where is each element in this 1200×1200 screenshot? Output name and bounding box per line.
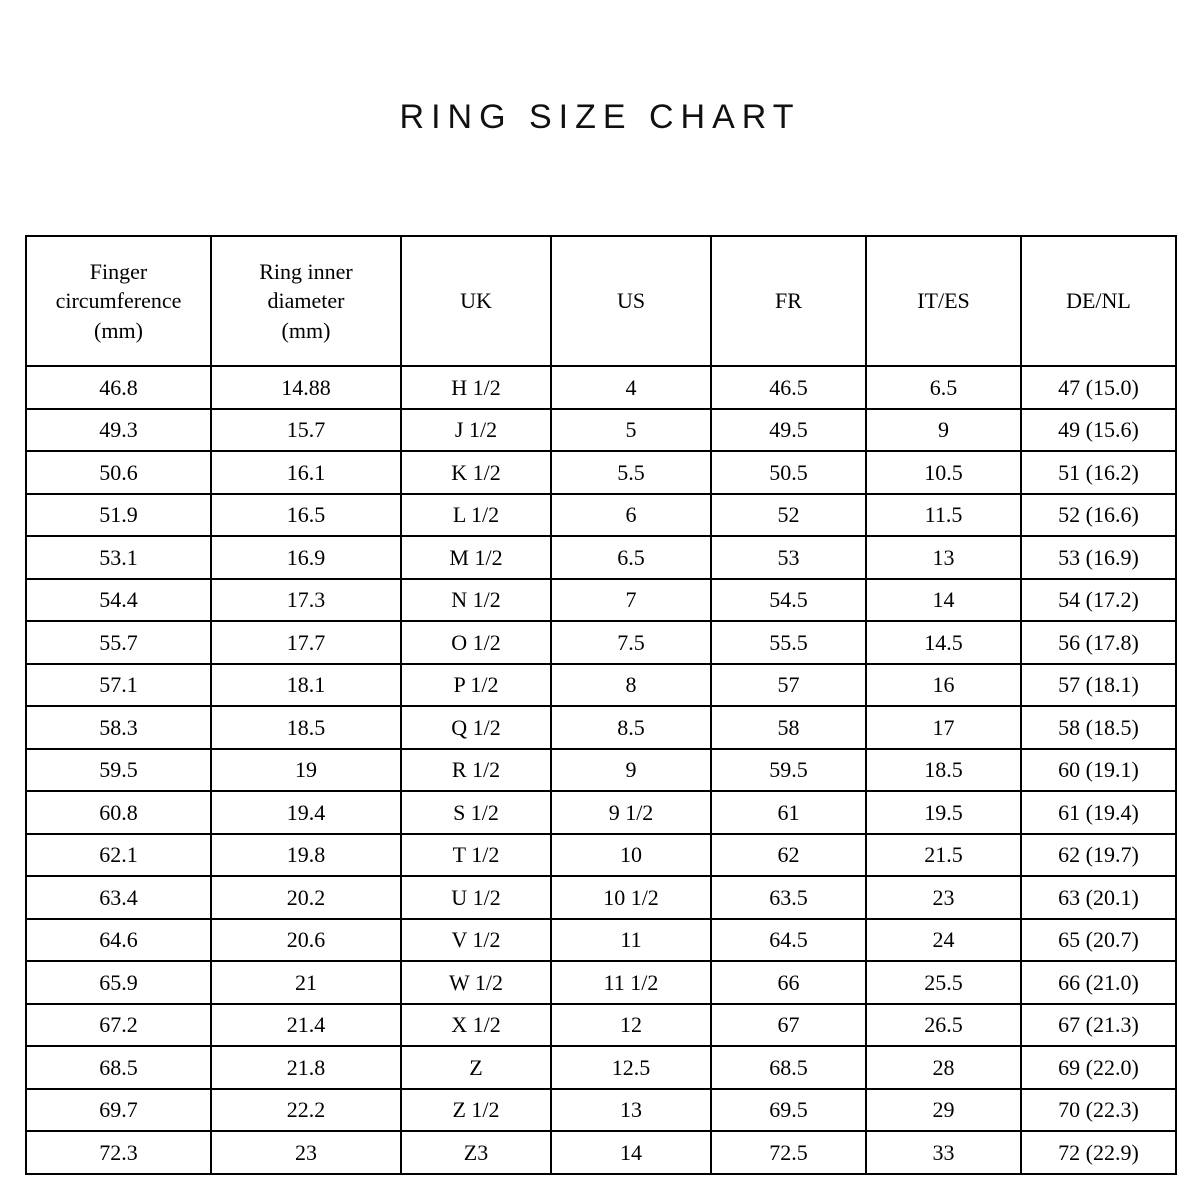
table-body — [26, 366, 1176, 1174]
cell-ring_inner_diameter: 21.4 — [211, 1004, 401, 1047]
cell-finger_circumference: 51.9 — [26, 494, 211, 537]
cell-finger_circumference: 63.4 — [26, 876, 211, 919]
cell-it_es: 17 — [866, 706, 1021, 749]
cell-it_es: 11.5 — [866, 494, 1021, 537]
cell-fr: 59.5 — [711, 749, 866, 792]
cell-it_es: 23 — [866, 876, 1021, 919]
cell-de_nl: 70 (22.3) — [1021, 1089, 1176, 1132]
cell-fr: 68.5 — [711, 1046, 866, 1089]
cell-ring_inner_diameter: 20.6 — [211, 919, 401, 962]
cell-uk: Z 1/2 — [401, 1089, 551, 1132]
cell-uk: V 1/2 — [401, 919, 551, 962]
column-header-line: Ring inner — [259, 259, 353, 285]
cell-us: 5.5 — [551, 451, 711, 494]
cell-finger_circumference: 54.4 — [26, 579, 211, 622]
cell-finger_circumference: 60.8 — [26, 791, 211, 834]
cell-de_nl: 56 (17.8) — [1021, 621, 1176, 664]
cell-uk: N 1/2 — [401, 579, 551, 622]
cell-de_nl: 60 (19.1) — [1021, 749, 1176, 792]
cell-fr: 53 — [711, 536, 866, 579]
cell-us: 11 — [551, 919, 711, 962]
cell-it_es: 24 — [866, 919, 1021, 962]
cell-it_es: 14.5 — [866, 621, 1021, 664]
cell-de_nl: 51 (16.2) — [1021, 451, 1176, 494]
cell-ring_inner_diameter: 16.5 — [211, 494, 401, 537]
column-header-de_nl — [1021, 236, 1176, 366]
cell-it_es: 33 — [866, 1131, 1021, 1174]
cell-us: 9 — [551, 749, 711, 792]
table-header-row — [26, 236, 1176, 366]
column-header-fr — [711, 236, 866, 366]
cell-ring_inner_diameter: 19.8 — [211, 834, 401, 877]
cell-finger_circumference: 53.1 — [26, 536, 211, 579]
column-header-finger_circumference — [26, 236, 211, 366]
cell-ring_inner_diameter: 14.88 — [211, 366, 401, 409]
cell-uk: U 1/2 — [401, 876, 551, 919]
cell-it_es: 26.5 — [866, 1004, 1021, 1047]
table-row — [26, 451, 1176, 494]
cell-finger_circumference: 57.1 — [26, 664, 211, 707]
cell-it_es: 18.5 — [866, 749, 1021, 792]
cell-it_es: 9 — [866, 409, 1021, 452]
table-row — [26, 366, 1176, 409]
cell-finger_circumference: 64.6 — [26, 919, 211, 962]
cell-ring_inner_diameter: 18.5 — [211, 706, 401, 749]
cell-fr: 64.5 — [711, 919, 866, 962]
cell-ring_inner_diameter: 23 — [211, 1131, 401, 1174]
table-row — [26, 834, 1176, 877]
column-header-us — [551, 236, 711, 366]
cell-fr: 58 — [711, 706, 866, 749]
column-header-it_es — [866, 236, 1021, 366]
cell-ring_inner_diameter: 21.8 — [211, 1046, 401, 1089]
table-row — [26, 409, 1176, 452]
cell-uk: L 1/2 — [401, 494, 551, 537]
cell-finger_circumference: 67.2 — [26, 1004, 211, 1047]
cell-finger_circumference: 59.5 — [26, 749, 211, 792]
table-row — [26, 1089, 1176, 1132]
cell-de_nl: 67 (21.3) — [1021, 1004, 1176, 1047]
cell-us: 12 — [551, 1004, 711, 1047]
table-row — [26, 961, 1176, 1004]
size-table-container — [25, 235, 1175, 1175]
cell-finger_circumference: 62.1 — [26, 834, 211, 877]
cell-finger_circumference: 68.5 — [26, 1046, 211, 1089]
cell-us: 6.5 — [551, 536, 711, 579]
cell-finger_circumference: 65.9 — [26, 961, 211, 1004]
cell-finger_circumference: 55.7 — [26, 621, 211, 664]
column-header-line: US — [616, 288, 646, 314]
table-row — [26, 1131, 1176, 1174]
column-header-line: Finger — [89, 259, 148, 285]
table-row — [26, 579, 1176, 622]
cell-us: 7 — [551, 579, 711, 622]
cell-uk: X 1/2 — [401, 1004, 551, 1047]
cell-finger_circumference: 58.3 — [26, 706, 211, 749]
cell-uk: W 1/2 — [401, 961, 551, 1004]
table-row — [26, 706, 1176, 749]
cell-fr: 46.5 — [711, 366, 866, 409]
cell-fr: 55.5 — [711, 621, 866, 664]
cell-ring_inner_diameter: 18.1 — [211, 664, 401, 707]
table-row — [26, 536, 1176, 579]
ring-size-table — [25, 235, 1177, 1175]
cell-uk: R 1/2 — [401, 749, 551, 792]
table-row — [26, 1046, 1176, 1089]
cell-de_nl: 63 (20.1) — [1021, 876, 1176, 919]
cell-uk: Z — [401, 1046, 551, 1089]
cell-uk: O 1/2 — [401, 621, 551, 664]
cell-de_nl: 58 (18.5) — [1021, 706, 1176, 749]
cell-us: 10 — [551, 834, 711, 877]
column-header-line: (mm) — [281, 317, 331, 343]
cell-de_nl: 65 (20.7) — [1021, 919, 1176, 962]
cell-us: 4 — [551, 366, 711, 409]
cell-us: 13 — [551, 1089, 711, 1132]
cell-de_nl: 66 (21.0) — [1021, 961, 1176, 1004]
table-row — [26, 749, 1176, 792]
column-header-line: (mm) — [94, 317, 143, 343]
table-header — [26, 236, 1176, 366]
cell-de_nl: 52 (16.6) — [1021, 494, 1176, 537]
cell-us: 6 — [551, 494, 711, 537]
cell-de_nl: 62 (19.7) — [1021, 834, 1176, 877]
cell-us: 14 — [551, 1131, 711, 1174]
cell-finger_circumference: 72.3 — [26, 1131, 211, 1174]
cell-ring_inner_diameter: 17.3 — [211, 579, 401, 622]
cell-finger_circumference: 69.7 — [26, 1089, 211, 1132]
cell-ring_inner_diameter: 17.7 — [211, 621, 401, 664]
cell-uk: K 1/2 — [401, 451, 551, 494]
cell-it_es: 19.5 — [866, 791, 1021, 834]
cell-de_nl: 47 (15.0) — [1021, 366, 1176, 409]
cell-de_nl: 69 (22.0) — [1021, 1046, 1176, 1089]
column-header-uk — [401, 236, 551, 366]
cell-fr: 54.5 — [711, 579, 866, 622]
cell-fr: 69.5 — [711, 1089, 866, 1132]
cell-it_es: 28 — [866, 1046, 1021, 1089]
cell-it_es: 13 — [866, 536, 1021, 579]
cell-ring_inner_diameter: 21 — [211, 961, 401, 1004]
cell-fr: 57 — [711, 664, 866, 707]
column-header-line: circumference — [55, 288, 182, 314]
cell-uk: J 1/2 — [401, 409, 551, 452]
cell-it_es: 21.5 — [866, 834, 1021, 877]
cell-us: 11 1/2 — [551, 961, 711, 1004]
cell-de_nl: 57 (18.1) — [1021, 664, 1176, 707]
cell-finger_circumference: 50.6 — [26, 451, 211, 494]
cell-uk: Q 1/2 — [401, 706, 551, 749]
table-row — [26, 791, 1176, 834]
column-header-line: UK — [460, 288, 492, 314]
cell-it_es: 16 — [866, 664, 1021, 707]
cell-us: 9 1/2 — [551, 791, 711, 834]
cell-fr: 62 — [711, 834, 866, 877]
table-row — [26, 621, 1176, 664]
table-row — [26, 494, 1176, 537]
cell-us: 7.5 — [551, 621, 711, 664]
cell-finger_circumference: 46.8 — [26, 366, 211, 409]
cell-fr: 49.5 — [711, 409, 866, 452]
cell-ring_inner_diameter: 19 — [211, 749, 401, 792]
cell-ring_inner_diameter: 19.4 — [211, 791, 401, 834]
cell-uk: S 1/2 — [401, 791, 551, 834]
cell-fr: 50.5 — [711, 451, 866, 494]
table-row — [26, 1004, 1176, 1047]
cell-ring_inner_diameter: 15.7 — [211, 409, 401, 452]
cell-de_nl: 53 (16.9) — [1021, 536, 1176, 579]
cell-de_nl: 72 (22.9) — [1021, 1131, 1176, 1174]
cell-ring_inner_diameter: 16.1 — [211, 451, 401, 494]
cell-de_nl: 49 (15.6) — [1021, 409, 1176, 452]
cell-fr: 66 — [711, 961, 866, 1004]
cell-fr: 67 — [711, 1004, 866, 1047]
cell-de_nl: 54 (17.2) — [1021, 579, 1176, 622]
cell-fr: 72.5 — [711, 1131, 866, 1174]
cell-uk: P 1/2 — [401, 664, 551, 707]
cell-fr: 52 — [711, 494, 866, 537]
cell-it_es: 29 — [866, 1089, 1021, 1132]
cell-us: 12.5 — [551, 1046, 711, 1089]
cell-ring_inner_diameter: 22.2 — [211, 1089, 401, 1132]
column-header-line: IT/ES — [917, 288, 970, 314]
cell-uk: Z3 — [401, 1131, 551, 1174]
cell-it_es: 14 — [866, 579, 1021, 622]
cell-ring_inner_diameter: 16.9 — [211, 536, 401, 579]
column-header-line: DE/NL — [1066, 288, 1131, 314]
cell-us: 10 1/2 — [551, 876, 711, 919]
page-title: RING SIZE CHART — [399, 98, 801, 136]
cell-it_es: 6.5 — [866, 366, 1021, 409]
cell-fr: 61 — [711, 791, 866, 834]
cell-us: 8.5 — [551, 706, 711, 749]
column-header-line: FR — [775, 288, 802, 314]
cell-ring_inner_diameter: 20.2 — [211, 876, 401, 919]
table-row — [26, 876, 1176, 919]
column-header-ring_inner_diameter — [211, 236, 401, 366]
column-header-line: diameter — [267, 288, 345, 314]
table-row — [26, 919, 1176, 962]
cell-uk: H 1/2 — [401, 366, 551, 409]
cell-uk: M 1/2 — [401, 536, 551, 579]
cell-it_es: 25.5 — [866, 961, 1021, 1004]
cell-us: 5 — [551, 409, 711, 452]
cell-finger_circumference: 49.3 — [26, 409, 211, 452]
cell-uk: T 1/2 — [401, 834, 551, 877]
table-row — [26, 664, 1176, 707]
cell-us: 8 — [551, 664, 711, 707]
cell-de_nl: 61 (19.4) — [1021, 791, 1176, 834]
cell-fr: 63.5 — [711, 876, 866, 919]
cell-it_es: 10.5 — [866, 451, 1021, 494]
